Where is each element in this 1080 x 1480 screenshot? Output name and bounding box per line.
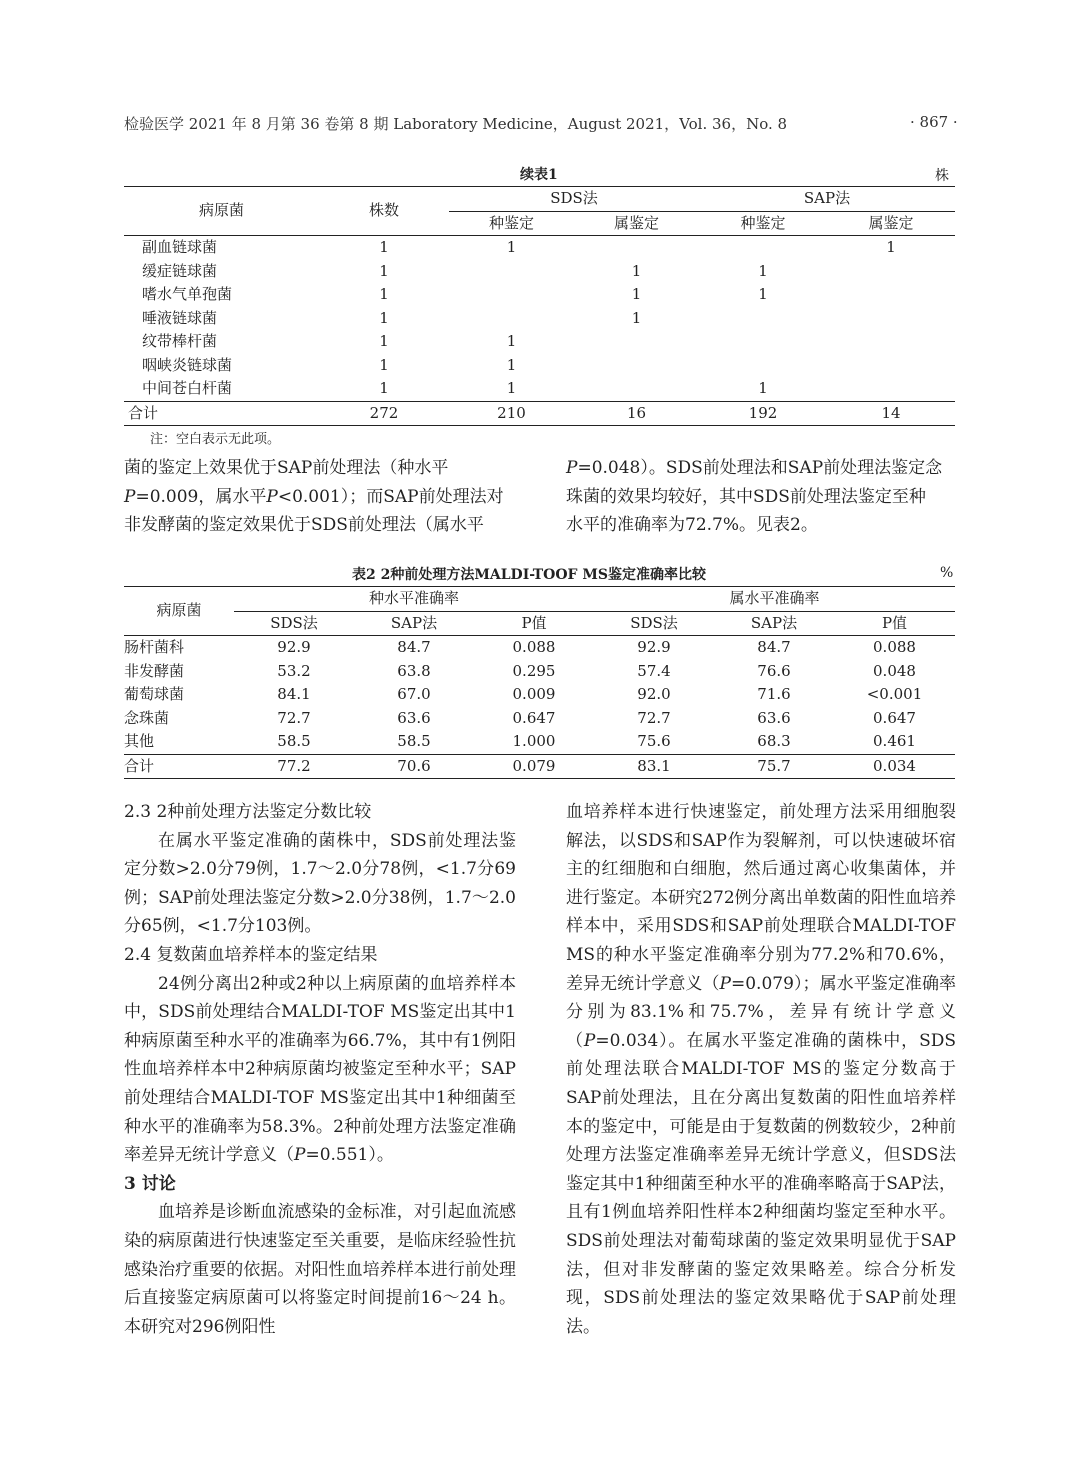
table1-header-sds-species: 种鉴定 — [449, 211, 574, 236]
cell: 非发酵菌 — [124, 661, 185, 680]
table-row — [124, 260, 955, 284]
text-line: 珠菌的效果均较好，其中SDS前处理法鉴定至种 — [566, 486, 926, 507]
cell: 84.1 — [277, 685, 311, 703]
cell: 1 — [506, 332, 517, 350]
table2 — [124, 586, 955, 779]
cell: 84.7 — [757, 638, 791, 656]
table1-header-sds: SDS法 — [449, 187, 699, 212]
cell — [574, 354, 699, 378]
cell: 1 — [758, 285, 768, 303]
table2-header-species-acc: 种水平准确率 — [234, 587, 594, 612]
cell: 1 — [631, 308, 642, 327]
table1-header-sap-species: 种鉴定 — [699, 211, 827, 236]
table2-header-p: P值 — [474, 611, 594, 636]
table2-header-sap: SAP法 — [354, 611, 474, 636]
cell: 1 — [886, 238, 896, 256]
cell — [449, 307, 574, 331]
cell — [574, 330, 699, 354]
cell: 合计 — [124, 756, 155, 775]
cell: 72.7 — [637, 708, 671, 727]
table1-header-pathogen: 病原菌 — [124, 187, 319, 236]
cell — [574, 377, 699, 401]
page-number: · 867 · — [910, 113, 958, 131]
cell — [574, 236, 699, 260]
cell: 92.9 — [637, 638, 671, 656]
text-line: 菌的鉴定上效果优于SAP前处理法（种水平 — [124, 458, 449, 478]
cell — [699, 236, 827, 260]
running-header-left: 检验医学 2021 年 8 月第 36 卷第 8 期 Laboratory Medicine，August 2021，Vol. 36，No. 8 — [124, 115, 788, 133]
table-row — [124, 283, 955, 307]
table-row-total — [124, 754, 955, 779]
cell: 纹带棒杆菌 — [142, 332, 218, 350]
cell: 53.2 — [277, 661, 311, 680]
table-row — [124, 730, 955, 754]
section-2-3-title: 2.3 2种前处理方法鉴定分数比较 — [124, 802, 372, 822]
cell: 0.079 — [512, 756, 556, 775]
cell: 210 — [497, 403, 526, 422]
cell — [699, 307, 827, 331]
cell: 76.6 — [757, 661, 791, 680]
cell: 其他 — [124, 732, 155, 750]
table-row — [124, 377, 955, 401]
mid-left-paragraph — [124, 454, 514, 540]
cell: 1 — [506, 238, 517, 256]
section-3-title: 3 讨论 — [124, 1173, 176, 1194]
cell — [827, 377, 955, 401]
cell: 1 — [758, 379, 768, 397]
table-row — [124, 660, 955, 684]
table2-header-sds: SDS法 — [234, 611, 354, 636]
cell — [827, 307, 955, 331]
table-row-total — [124, 401, 955, 426]
cell: 合计 — [128, 403, 159, 422]
cell — [827, 354, 955, 378]
cell: 1 — [506, 355, 517, 374]
cell: 缓症链球菌 — [142, 261, 218, 280]
cell: 1 — [631, 285, 642, 303]
text-line: P=0.009，属水平P<0.001）；而SAP前处理法对 — [124, 486, 504, 507]
table1 — [124, 186, 955, 426]
cell: 14 — [881, 403, 901, 422]
cell: 0.295 — [512, 661, 556, 680]
cell: 唾液链球菌 — [142, 308, 218, 327]
cell: 57.4 — [637, 661, 671, 680]
text-line: 非发酵菌的鉴定效果优于SDS前处理法（属水平 — [124, 515, 484, 536]
cell: 92.9 — [277, 638, 311, 656]
section-3-text: 血培养是诊断血流感染的金标准，对引起血流感染的病原菌进行快速鉴定至关重要，是临床经验性抗感染治疗重要的依据。对阳性血培养样本进行前处理后直接鉴定病原菌可以将鉴定时间提前16～24 h。本研究对296例阳性 — [124, 1202, 516, 1337]
cell: 0.034 — [873, 756, 916, 775]
cell: 77.2 — [277, 756, 311, 775]
discussion-text: 血培养样本进行快速鉴定，前处理方法采用细胞裂解法，以SDS和SAP作为裂解剂，可以快速破坏宿主的红细胞和白细胞，然后通过离心收集菌体，并进行鉴定。本研究272例分离出单数菌的阳性血培养样本中，采用SDS和SAP前处理联合MALDI-TOF MS的种水平鉴定准确率分别为77.2%和70.6%，差异无统计学意义（P=0.079）；属水平鉴定准确率分别为83.1%和75.7%，差异有统计学意义（P=0.034）。在属水平鉴定准确的菌株中，SDS前处理法联合MALDI-TOF MS的鉴定分数高于SAP前处理法，且在分离出复数菌的阳性血培养样本的鉴定中，可能是由于复数菌的例数较少，2种前处理方法鉴定准确率差异无统计学意义，但SDS法鉴定其中1种细菌至种水平的准确率略高于SAP法，且有1例血培养阳性样本2种细菌均鉴定至种水平。SDS前处理法对葡萄球菌的鉴定效果明显优于SAP法，但对非发酵菌的鉴定效果略差。综合分析发现，SDS前处理法的鉴定效果略优于SAP前处理法。 — [566, 802, 957, 1337]
cell — [827, 283, 955, 307]
cell: 1 — [379, 355, 389, 374]
table-row — [124, 307, 955, 331]
text-line: P=0.048）。SDS前处理法和SAP前处理法鉴定念 — [566, 458, 943, 478]
table1-header-sds-genus: 属鉴定 — [574, 211, 699, 236]
cell — [699, 354, 827, 378]
cell: 葡萄球菌 — [124, 685, 185, 703]
cell: 0.088 — [512, 638, 556, 656]
cell — [699, 330, 827, 354]
cell: 嗜水气单孢菌 — [142, 285, 233, 303]
cell: 84.7 — [397, 638, 431, 656]
cell: 67.0 — [397, 685, 431, 703]
cell: 1 — [379, 238, 389, 256]
cell: 0.647 — [512, 708, 556, 727]
table1-note: 注：空白表示无此项。 — [150, 432, 281, 447]
section-2-4-title: 2.4 复数菌血培养样本的鉴定结果 — [124, 944, 378, 965]
cell — [827, 330, 955, 354]
cell: 58.5 — [397, 732, 431, 750]
cell: 1 — [631, 261, 642, 280]
cell: 71.6 — [757, 685, 791, 703]
cell: 1 — [379, 308, 389, 327]
cell: 1 — [379, 261, 389, 280]
table-row — [124, 236, 955, 260]
table2-header-sap: SAP法 — [714, 611, 834, 636]
cell: 副血链球菌 — [142, 238, 218, 256]
cell: 肠杆菌科 — [124, 638, 185, 656]
cell: 72.7 — [277, 708, 311, 727]
cell: 63.8 — [397, 661, 431, 680]
cell: 0.048 — [873, 661, 916, 680]
table-row — [124, 683, 955, 707]
cell: <0.001 — [866, 685, 923, 703]
cell — [449, 260, 574, 284]
cell: 1 — [506, 379, 517, 397]
cell — [449, 283, 574, 307]
table2-header-sds: SDS法 — [594, 611, 714, 636]
cell: 63.6 — [757, 708, 791, 727]
left-column — [124, 798, 516, 1341]
cell: 1.000 — [512, 732, 556, 750]
cell: 75.6 — [637, 732, 671, 750]
cell: 63.6 — [397, 708, 431, 727]
cell — [827, 260, 955, 284]
cell: 68.3 — [757, 732, 791, 750]
table2-caption: 表2 2种前处理方法MALDI-TOOF MS鉴定准确率比较 — [352, 567, 706, 583]
cell: 0.088 — [873, 638, 916, 656]
cell: 272 — [369, 403, 399, 422]
table1-unit: 株 — [935, 168, 949, 184]
cell: 70.6 — [397, 756, 431, 775]
cell: 0.461 — [873, 732, 916, 750]
cell: 58.5 — [277, 732, 311, 750]
table2-header-p: P值 — [834, 611, 955, 636]
cell: 0.647 — [873, 708, 916, 727]
cell: 1 — [379, 332, 389, 350]
cell: 0.009 — [512, 685, 556, 703]
table-row — [124, 707, 955, 731]
section-2-3-text: 在属水平鉴定准确的菌株中，SDS前处理法鉴定分数>2.0分79例，1.7～2.0分78例，<1.7分69例；SAP前处理法鉴定分数>2.0分38例，1.7～2.0分65例，<1.7分103例。 — [124, 830, 516, 937]
table1-caption: 续表1 — [520, 167, 558, 183]
table1-header-sap: SAP法 — [699, 187, 955, 212]
table-row — [124, 636, 955, 660]
cell: 75.7 — [757, 756, 791, 775]
cell: 咽峡炎链球菌 — [142, 355, 233, 374]
text-line: 水平的准确率为72.7%。见表2。 — [566, 515, 818, 536]
mid-right-paragraph — [566, 454, 956, 540]
cell: 192 — [748, 403, 778, 422]
table2-unit: % — [940, 565, 954, 581]
cell: 1 — [379, 285, 389, 303]
cell: 92.0 — [637, 685, 671, 703]
cell: 1 — [758, 261, 768, 280]
table-row — [124, 330, 955, 354]
cell: 1 — [379, 379, 389, 397]
cell: 16 — [626, 403, 647, 422]
table2-header-pathogen: 病原菌 — [124, 587, 234, 636]
table1-header-sap-genus: 属鉴定 — [827, 211, 955, 236]
table-row — [124, 354, 955, 378]
cell: 念珠菌 — [124, 708, 170, 727]
table1-header-count: 株数 — [319, 187, 449, 236]
right-column — [566, 798, 956, 1341]
section-2-4-text: 24例分离出2种或2种以上病原菌的血培养样本中，SDS前处理结合MALDI-TOF MS鉴定出其中1种病原菌至种水平的准确率为66.7%，其中有1例阳性血培养样本中2种病原菌均被鉴定至种水平；SAP前处理结合MALDI-TOF MS鉴定出其中1种细菌至种水平的准确率为58.3%。2种前处理方法鉴定准确率差异无统计学意义（P=0.551）。 — [124, 973, 516, 1166]
cell: 83.1 — [637, 756, 671, 775]
table2-header-genus-acc: 属水平准确率 — [594, 587, 955, 612]
cell: 中间苍白杆菌 — [142, 379, 233, 397]
